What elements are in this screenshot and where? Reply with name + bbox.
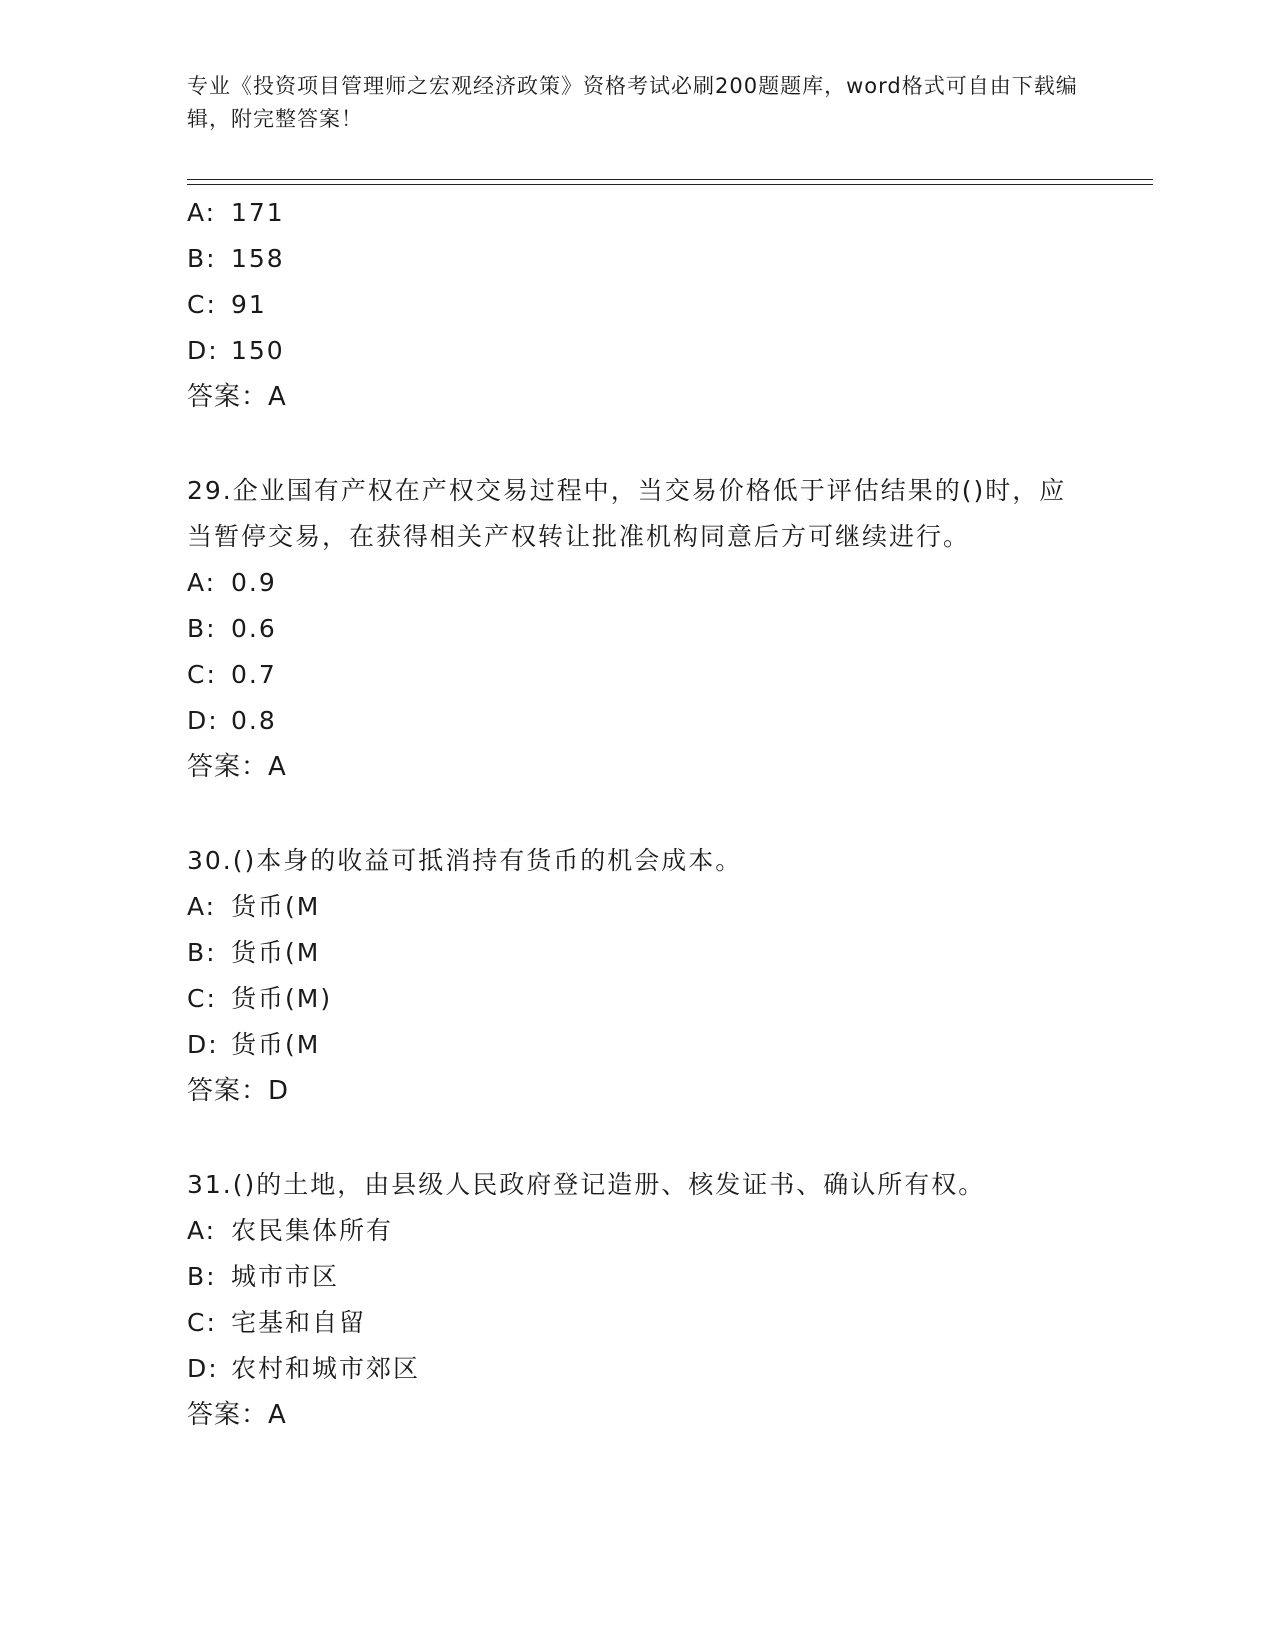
question-text: 31.()的土地，由县级人民政府登记造册、核发证书、确认所有权。 — [187, 1170, 986, 1199]
option-text: 158 — [231, 244, 285, 273]
option-d — [187, 1022, 1067, 1068]
option-letter: C: — [187, 290, 217, 319]
option-c — [187, 652, 1067, 698]
option-a — [187, 560, 1067, 606]
question-text: 29.企业国有产权在产权交易过程中，当交易价格低于评估结果的()时，应当暂停交易，在获得相关产权转让批准机构同意后方可继续进行。 — [187, 476, 1067, 551]
option-text: 宅基和自留 — [231, 1308, 367, 1337]
option-b — [187, 930, 1067, 976]
option-letter: A: — [187, 1216, 217, 1245]
option-letter: D: — [187, 336, 219, 365]
option-letter: A: — [187, 892, 217, 921]
document-header: 专业《投资项目管理师之宏观经济政策》资格考试必刷200题题库，word格式可自由下载编辑，附完整答案！ — [187, 74, 1078, 131]
option-letter: B: — [187, 1262, 217, 1291]
answer-line: 答案：D — [187, 1076, 290, 1106]
option-c — [187, 1300, 1067, 1346]
option-text: 农民集体所有 — [231, 1216, 394, 1245]
answer-line: 答案：A — [187, 382, 287, 412]
option-text: 货币(M — [231, 1030, 321, 1059]
option-b — [187, 606, 1067, 652]
option-letter: C: — [187, 660, 217, 689]
option-d — [187, 698, 1067, 744]
option-letter: B: — [187, 938, 217, 967]
option-letter: D: — [187, 1030, 219, 1059]
option-text: 0.8 — [231, 706, 277, 735]
option-text: 货币(M — [231, 892, 321, 921]
option-letter: D: — [187, 1354, 219, 1383]
option-letter: D: — [187, 706, 219, 735]
option-text: 171 — [231, 198, 285, 227]
question-block — [187, 838, 1067, 1114]
header-divider-bottom — [187, 184, 1153, 185]
option-b — [187, 1254, 1067, 1300]
option-text: 91 — [231, 290, 267, 319]
question-text: 30.()本身的收益可抵消持有货币的机会成本。 — [187, 846, 743, 875]
header-divider-top — [187, 179, 1153, 180]
answer-line: 答案：A — [187, 1400, 287, 1430]
option-letter: C: — [187, 1308, 217, 1337]
option-a — [187, 884, 1067, 930]
option-letter: B: — [187, 614, 217, 643]
option-b — [187, 236, 1067, 282]
option-letter: A: — [187, 568, 217, 597]
option-text: 150 — [231, 336, 285, 365]
option-letter: C: — [187, 984, 217, 1013]
option-letter: B: — [187, 244, 217, 273]
option-letter: A: — [187, 198, 217, 227]
question-block — [187, 1162, 1067, 1438]
option-text: 货币(M — [231, 938, 321, 967]
option-text: 0.7 — [231, 660, 277, 689]
question-list — [187, 190, 1067, 1438]
option-d — [187, 1346, 1067, 1392]
option-text: 城市市区 — [231, 1262, 340, 1291]
option-text: 0.9 — [231, 568, 277, 597]
option-c — [187, 282, 1067, 328]
option-text: 农村和城市郊区 — [231, 1354, 421, 1383]
option-a — [187, 1208, 1067, 1254]
question-block — [187, 190, 1067, 420]
option-text: 货币(M) — [231, 984, 333, 1013]
answer-line: 答案：A — [187, 752, 287, 782]
option-text: 0.6 — [231, 614, 277, 643]
option-d — [187, 328, 1067, 374]
option-a — [187, 190, 1067, 236]
option-c — [187, 976, 1067, 1022]
question-block — [187, 468, 1067, 790]
